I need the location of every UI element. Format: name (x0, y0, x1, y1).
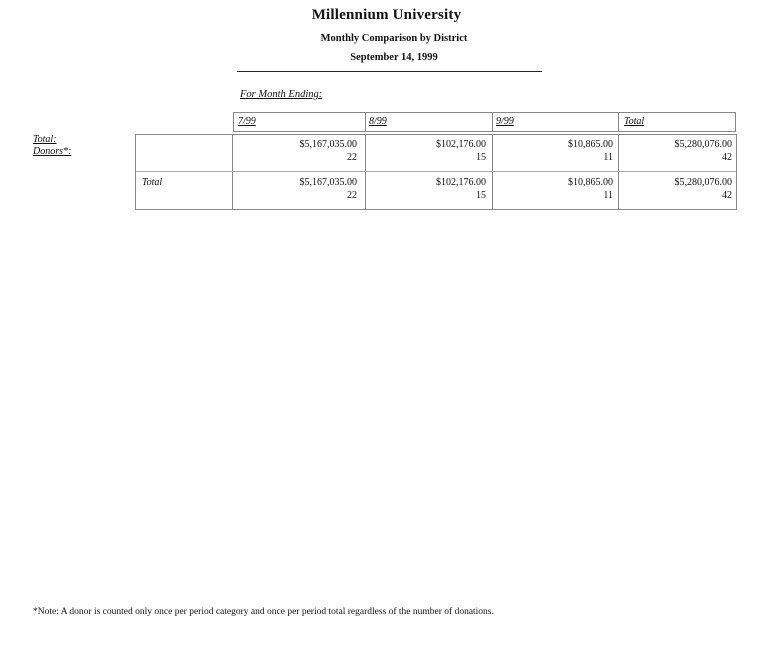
table-cell (495, 176, 613, 202)
cell-amount: $5,280,076.00 (674, 177, 732, 188)
footnote: *Note: A donor is counted only once per period category and once per period total regardless of the number of donations. (33, 607, 494, 617)
cell-donors: 42 (722, 190, 732, 201)
column-header-sep: 9/99 (496, 116, 514, 127)
row-label-total: Total (142, 177, 163, 188)
report-date: September 14, 1999 (350, 52, 438, 63)
table-cell (235, 138, 357, 164)
report-title: Millennium University (311, 7, 462, 23)
cell-amount: $10,865.00 (568, 177, 613, 188)
cell-donors: 15 (476, 190, 486, 201)
row-divider (136, 171, 736, 172)
table-cell (621, 138, 732, 164)
legend-total-label: Total: (33, 134, 57, 145)
period-label: For Month Ending: (240, 89, 323, 100)
cell-donors: 15 (476, 152, 486, 163)
table-cell (235, 176, 357, 202)
cell-amount: $5,167,035.00 (299, 139, 357, 150)
column-header-jul: 7/99 (238, 116, 256, 127)
cell-donors: 42 (722, 152, 732, 163)
legend-donors-label: Donors*: (33, 146, 72, 157)
cell-amount: $5,280,076.00 (674, 139, 732, 150)
header-divider (618, 112, 619, 132)
table-cell (368, 138, 486, 164)
cell-amount: $102,176.00 (436, 177, 486, 188)
table-divider (365, 134, 366, 210)
cell-amount: $5,167,035.00 (299, 177, 357, 188)
table-cell (368, 176, 486, 202)
cell-amount: $102,176.00 (436, 139, 486, 150)
row-legend (33, 134, 71, 158)
table-cell (621, 176, 732, 202)
column-header-aug: 8/99 (369, 116, 387, 127)
report-subtitle: Monthly Comparison by District (320, 33, 468, 44)
table-divider (618, 134, 619, 210)
cell-donors: 11 (603, 190, 613, 201)
table-cell (495, 138, 613, 164)
cell-donors: 11 (603, 152, 613, 163)
table-divider (232, 134, 233, 210)
cell-donors: 22 (347, 190, 357, 201)
header-divider (492, 112, 493, 132)
table-divider (492, 134, 493, 210)
header-divider (365, 112, 366, 132)
title-divider (237, 71, 542, 72)
cell-donors: 22 (347, 152, 357, 163)
column-header-row (233, 112, 736, 132)
cell-amount: $10,865.00 (568, 139, 613, 150)
column-header-total: Total (624, 116, 645, 127)
